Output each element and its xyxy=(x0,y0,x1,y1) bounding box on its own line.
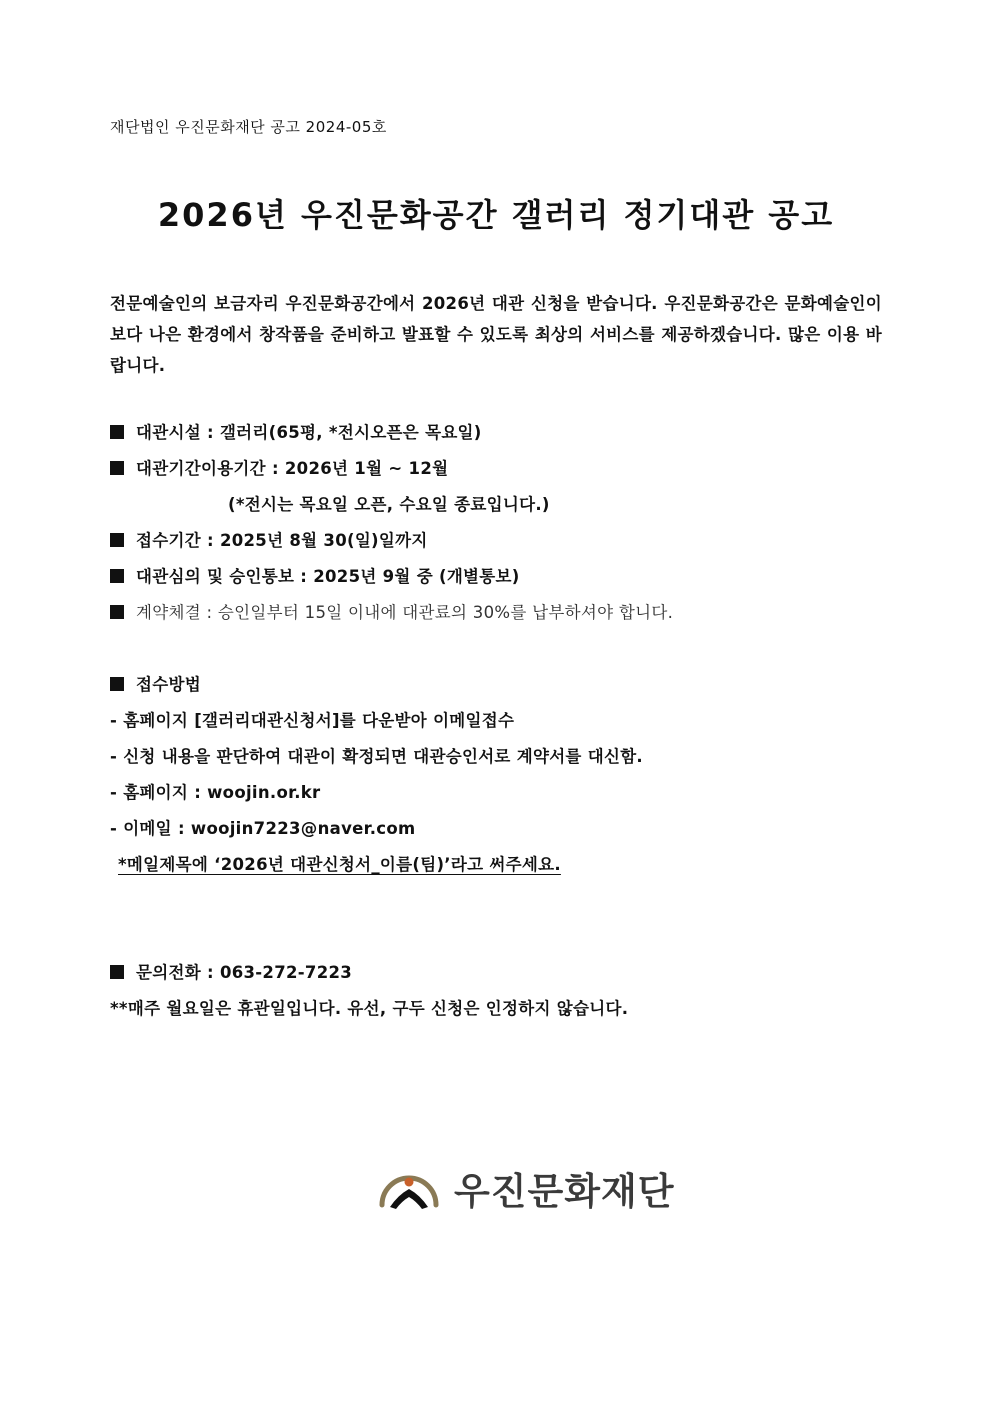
method-item: - 홈페이지 [갤러리대관신청서]를 다운받아 이메일접수 xyxy=(110,711,515,730)
detail-period-note: (*전시는 목요일 오픈, 수요일 종료입니다.) xyxy=(228,495,550,514)
mail-subject-note: *메일제목에 ‘2026년 대관신청서_이름(팀)’라고 써주세요. xyxy=(118,855,561,874)
method-heading: 접수방법 xyxy=(110,667,900,703)
intro-paragraph: 전문예술인의 보금자리 우진문화공간에서 2026년 대관 신청을 받습니다. 우진문화공간은 문화예술인이 보다 나은 환경에서 창작품을 준비하고 발표할 수 있도록 최상의 서비스를 제공하겠습니다. 많은 이용 바랍니다. xyxy=(110,294,882,375)
detail-facility: 대관시설 : 갤러리(65평, *전시오픈은 목요일) xyxy=(110,415,900,451)
square-bullet-icon xyxy=(110,677,124,691)
page-title: 2026년 우진문화공간 갤러리 정기대관 공고 xyxy=(157,196,835,234)
square-bullet-icon xyxy=(110,605,124,619)
method-email[interactable]: - 이메일 : woojin7223@naver.com xyxy=(110,819,416,838)
method-item: - 신청 내용을 판단하여 대관이 확정되면 대관승인서로 계약서를 대신함. xyxy=(110,747,644,766)
square-bullet-icon xyxy=(110,965,124,979)
foundation-logo xyxy=(372,1155,675,1219)
notice-number: 재단법인 우진문화재단 공고 2024-05호 xyxy=(110,118,387,136)
application-method xyxy=(110,667,900,883)
detail-reception: 접수기간 : 2025년 8월 30(일)일까지 xyxy=(110,523,900,559)
square-bullet-icon xyxy=(110,533,124,547)
detail-review: 대관심의 및 승인통보 : 2025년 9월 중 (개별통보) xyxy=(110,559,900,595)
square-bullet-icon xyxy=(110,461,124,475)
square-bullet-icon xyxy=(110,569,124,583)
contact-info xyxy=(110,955,900,1027)
square-bullet-icon xyxy=(110,425,124,439)
method-homepage[interactable]: - 홈페이지 : woojin.or.kr xyxy=(110,783,321,802)
rental-details xyxy=(110,415,900,631)
contact-phone: 문의전화 : 063-272-7223 xyxy=(110,955,900,991)
logo-mark-icon xyxy=(372,1155,450,1219)
detail-contract: 계약체결 : 승인일부터 15일 이내에 대관료의 30%를 납부하셔야 합니다. xyxy=(110,595,900,631)
detail-period: 대관기간이용기간 : 2026년 1월 ~ 12월 xyxy=(110,451,900,487)
logo-text: 우진문화재단 xyxy=(454,1170,675,1213)
contact-note: **매주 월요일은 휴관일입니다. 유선, 구두 신청은 인정하지 않습니다. xyxy=(110,999,629,1018)
